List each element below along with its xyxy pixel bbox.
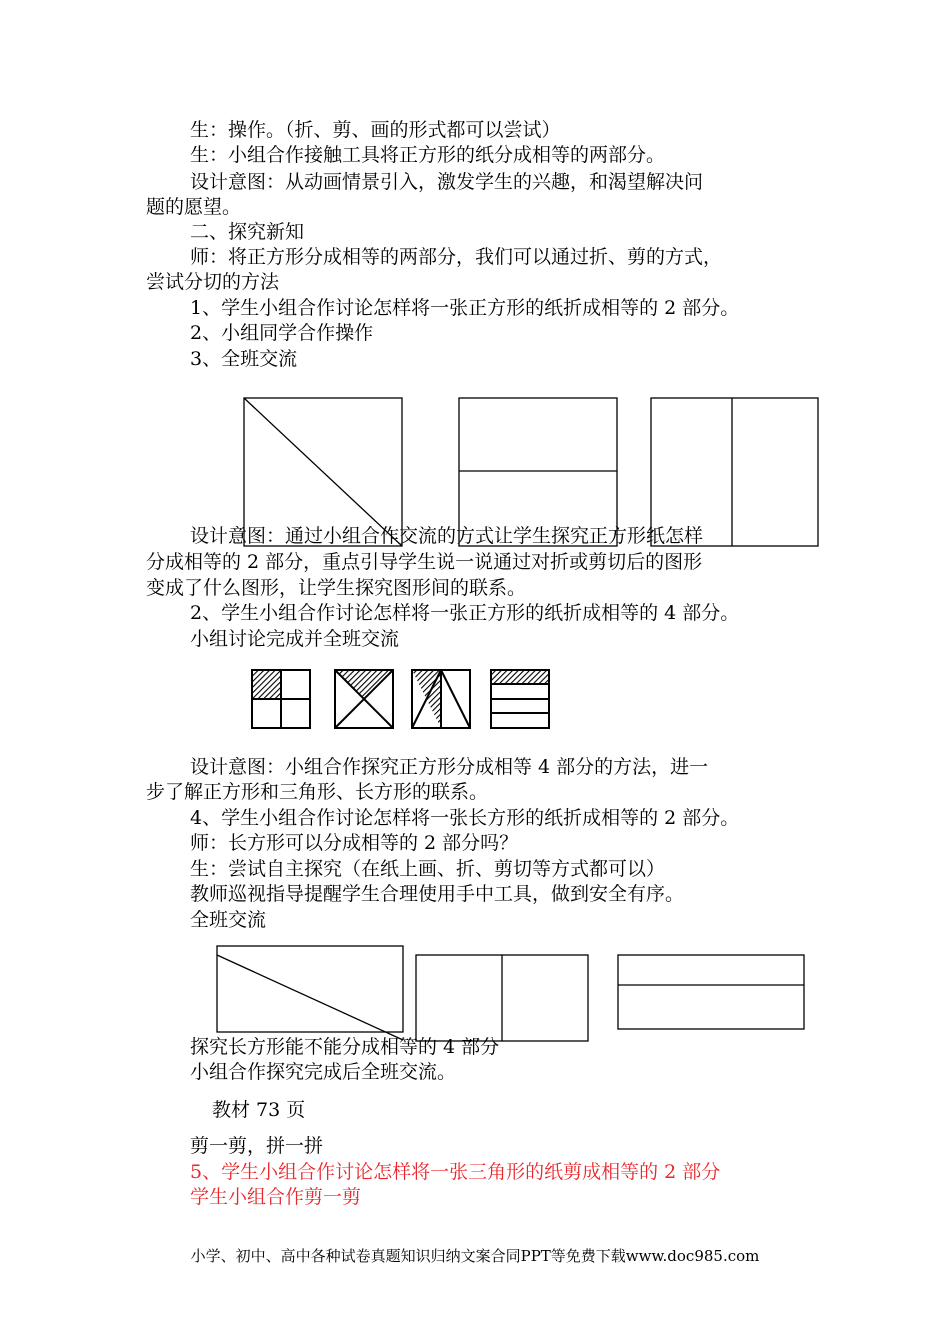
highlight-line: 学生小组合作剪一剪 xyxy=(190,1186,362,1208)
text-line: 步了解正方形和三角形、长方形的联系。 xyxy=(146,781,489,803)
text-line: 剪一剪，拼一拼 xyxy=(190,1135,324,1157)
text-line: 4、学生小组合作讨论怎样将一张长方形的纸折成相等的 2 部分。 xyxy=(190,807,740,829)
text-line: 题的愿望。 xyxy=(146,196,242,218)
text-line: 变成了什么图形，让学生探究图形间的联系。 xyxy=(146,577,527,599)
text-line: 师：将正方形分成相等的两部分，我们可以通过折、剪的方式， xyxy=(190,246,723,268)
text-line: 生：操作。（折、剪、画的形式都可以尝试） xyxy=(190,119,561,141)
text-line: 设计意图：从动画情景引入，激发学生的兴趣，和渴望解决问 xyxy=(190,171,704,193)
text-line: 师：长方形可以分成相等的 2 部分吗？ xyxy=(190,832,519,854)
text-line: 全班交流 xyxy=(190,909,267,931)
highlight-line: 5、学生小组合作讨论怎样将一张三角形的纸剪成相等的 2 部分 xyxy=(190,1161,721,1183)
text-line: 生：小组合作接触工具将正方形的纸分成相等的两部分。 xyxy=(190,144,666,166)
text-line: 3、全班交流 xyxy=(190,348,298,370)
text-line: 生：尝试自主探究（在纸上画、折、剪切等方式都可以） xyxy=(190,858,666,880)
vertical-split-rectangle xyxy=(416,955,588,1041)
text-line: 2、小组同学合作操作 xyxy=(190,322,374,344)
text-line: 小组讨论完成并全班交流 xyxy=(190,628,400,650)
footer-text: 小学、初中、高中各种试卷真题知识归纳文案合同PPT等免费下载www.doc985.com xyxy=(190,1247,760,1265)
text-line: 1、学生小组合作讨论怎样将一张正方形的纸折成相等的 2 部分。 xyxy=(190,297,740,319)
text-line: 设计意图：通过小组合作交流的方式让学生探究正方形纸怎样 xyxy=(190,525,704,547)
horizontal-split-rectangle xyxy=(618,955,804,1029)
section-heading: 二、探究新知 xyxy=(190,221,305,243)
textbook-reference: 教材 73 页 xyxy=(212,1099,306,1121)
text-line: 分成相等的 2 部分，重点引导学生说一说通过对折或剪切后的图形 xyxy=(146,551,703,573)
text-line: 教师巡视指导提醒学生合理使用手中工具，做到安全有序。 xyxy=(190,883,685,905)
text-line: 设计意图：小组合作探究正方形分成相等 4 部分的方法，进一 xyxy=(190,756,709,778)
text-line: 2、学生小组合作讨论怎样将一张正方形的纸折成相等的 4 部分。 xyxy=(190,602,740,624)
text-line: 尝试分切的方法 xyxy=(146,271,280,293)
diagonal-split-rectangle xyxy=(217,946,403,1040)
text-line: 探究长方形能不能分成相等的 4 部分 xyxy=(190,1036,500,1058)
text-line: 小组合作探究完成后全班交流。 xyxy=(190,1061,457,1083)
